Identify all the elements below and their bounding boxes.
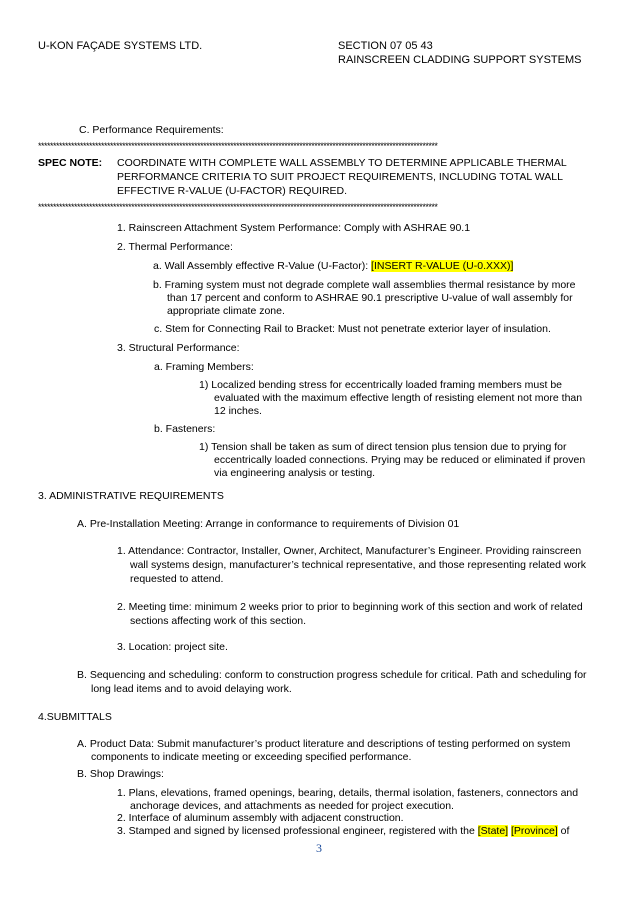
- list-item-line: long lead items and to avoid delaying work.: [91, 683, 292, 695]
- spec-divider-top: *************************************************************************************************************************************: [38, 141, 438, 151]
- list-item: 2. Interface of aluminum assembly with adjacent construction.: [117, 812, 404, 824]
- spec-note-line: PERFORMANCE CRITERIA TO SUIT PROJECT REQUIREMENTS, INCLUDING TOTAL WALL: [117, 171, 563, 183]
- list-item-line: 12 inches.: [214, 405, 262, 417]
- list-item-line: 2. Meeting time: minimum 2 weeks prior to prior to beginning work of this section and work of related: [117, 601, 583, 613]
- list-item-line: 1. Plans, elevations, framed openings, bearing, details, thermal isolation, fasteners, connectors and: [117, 787, 579, 799]
- list-item-line: eccentrically loaded connections. Prying may be reduced or eliminated if proven: [214, 454, 586, 466]
- list-item: [117, 825, 569, 838]
- list-item: A. Pre-Installation Meeting: Arrange in conformance to requirements of Division 01: [77, 518, 460, 530]
- list-item: 3. Structural Performance:: [117, 342, 240, 354]
- placeholder-highlight: [Province]: [511, 825, 558, 837]
- list-item-line: anchorage devices, and attachments as needed for project execution.: [130, 800, 454, 812]
- list-item: [153, 260, 513, 273]
- list-item-line: appropriate climate zone.: [167, 305, 285, 317]
- list-item-text: 3. Stamped and signed by licensed professional engineer, registered with the: [117, 825, 478, 837]
- list-item-line: 1) Localized bending stress for eccentrically loaded framing members must be: [199, 379, 563, 391]
- section-title: RAINSCREEN CLADDING SUPPORT SYSTEMS: [338, 54, 582, 66]
- section-heading: 4.SUBMITTALS: [38, 711, 112, 723]
- spec-note-line: COORDINATE WITH COMPLETE WALL ASSEMBLY TO DETERMINE APPLICABLE THERMAL: [117, 157, 567, 169]
- list-item-line: than 17 percent and conform to ASHRAE 90.1 prescriptive U-value of wall assembly for: [167, 292, 573, 304]
- list-item-line: via engineering analysis or testing.: [214, 467, 376, 479]
- list-item: 3. Location: project site.: [117, 641, 228, 653]
- list-item-line: A. Product Data: Submit manufacturer’s product literature and descriptions of testing performed on system: [77, 738, 571, 750]
- list-item-line: requested to attend.: [130, 573, 224, 585]
- list-item-line: 1) Tension shall be taken as sum of direct tension plus tension due to prying for: [199, 441, 567, 453]
- section-number: SECTION 07 05 43: [338, 40, 433, 52]
- list-item: a. Framing Members:: [154, 361, 254, 373]
- company-name: U-KON FAÇADE SYSTEMS LTD.: [38, 40, 203, 52]
- list-item-line: wall systems design, manufacturer’s technical representative, and those representing related work: [130, 559, 587, 571]
- section-heading: 3. ADMINISTRATIVE REQUIREMENTS: [38, 490, 224, 502]
- list-item: 2. Thermal Performance:: [117, 241, 233, 253]
- list-item-text: of: [557, 825, 570, 837]
- list-item: b. Fasteners:: [154, 423, 216, 435]
- list-item: 1. Rainscreen Attachment System Performance: Comply with ASHRAE 90.1: [117, 222, 471, 234]
- spec-note-line: EFFECTIVE R-VALUE (U-FACTOR) REQUIRED.: [117, 185, 348, 197]
- placeholder-highlight: [State]: [477, 825, 509, 837]
- spec-note-label: SPEC NOTE:: [38, 157, 103, 169]
- list-item-line: sections affecting work of this section.: [130, 615, 307, 627]
- list-item-line: components to indicate meeting or exceeding specified performance.: [91, 751, 412, 763]
- list-item: B. Shop Drawings:: [77, 768, 164, 780]
- list-item-line: 1. Attendance: Contractor, Installer, Owner, Architect, Manufacturer’s Engineer. Providing rainscreen: [117, 545, 582, 557]
- page-number: 3: [316, 841, 322, 855]
- placeholder-highlight: [INSERT R-VALUE (U-0.XXX)]: [371, 260, 514, 272]
- list-item-line: b. Framing system must not degrade complete wall assemblies thermal resistance by more: [153, 279, 576, 291]
- spec-divider-bottom: *************************************************************************************************************************************: [38, 202, 438, 212]
- list-item-line: evaluated with the maximum effective length of resisting element not more than: [214, 392, 583, 404]
- list-item-line: B. Sequencing and scheduling: conform to construction progress schedule for critical. Path and scheduling for: [77, 669, 587, 681]
- part-c-heading: C. Performance Requirements:: [79, 124, 224, 136]
- list-item-text: a. Wall Assembly effective R-Value (U-Factor):: [153, 260, 372, 272]
- list-item: c. Stem for Connecting Rail to Bracket: Must not penetrate exterior layer of insulation.: [154, 323, 551, 335]
